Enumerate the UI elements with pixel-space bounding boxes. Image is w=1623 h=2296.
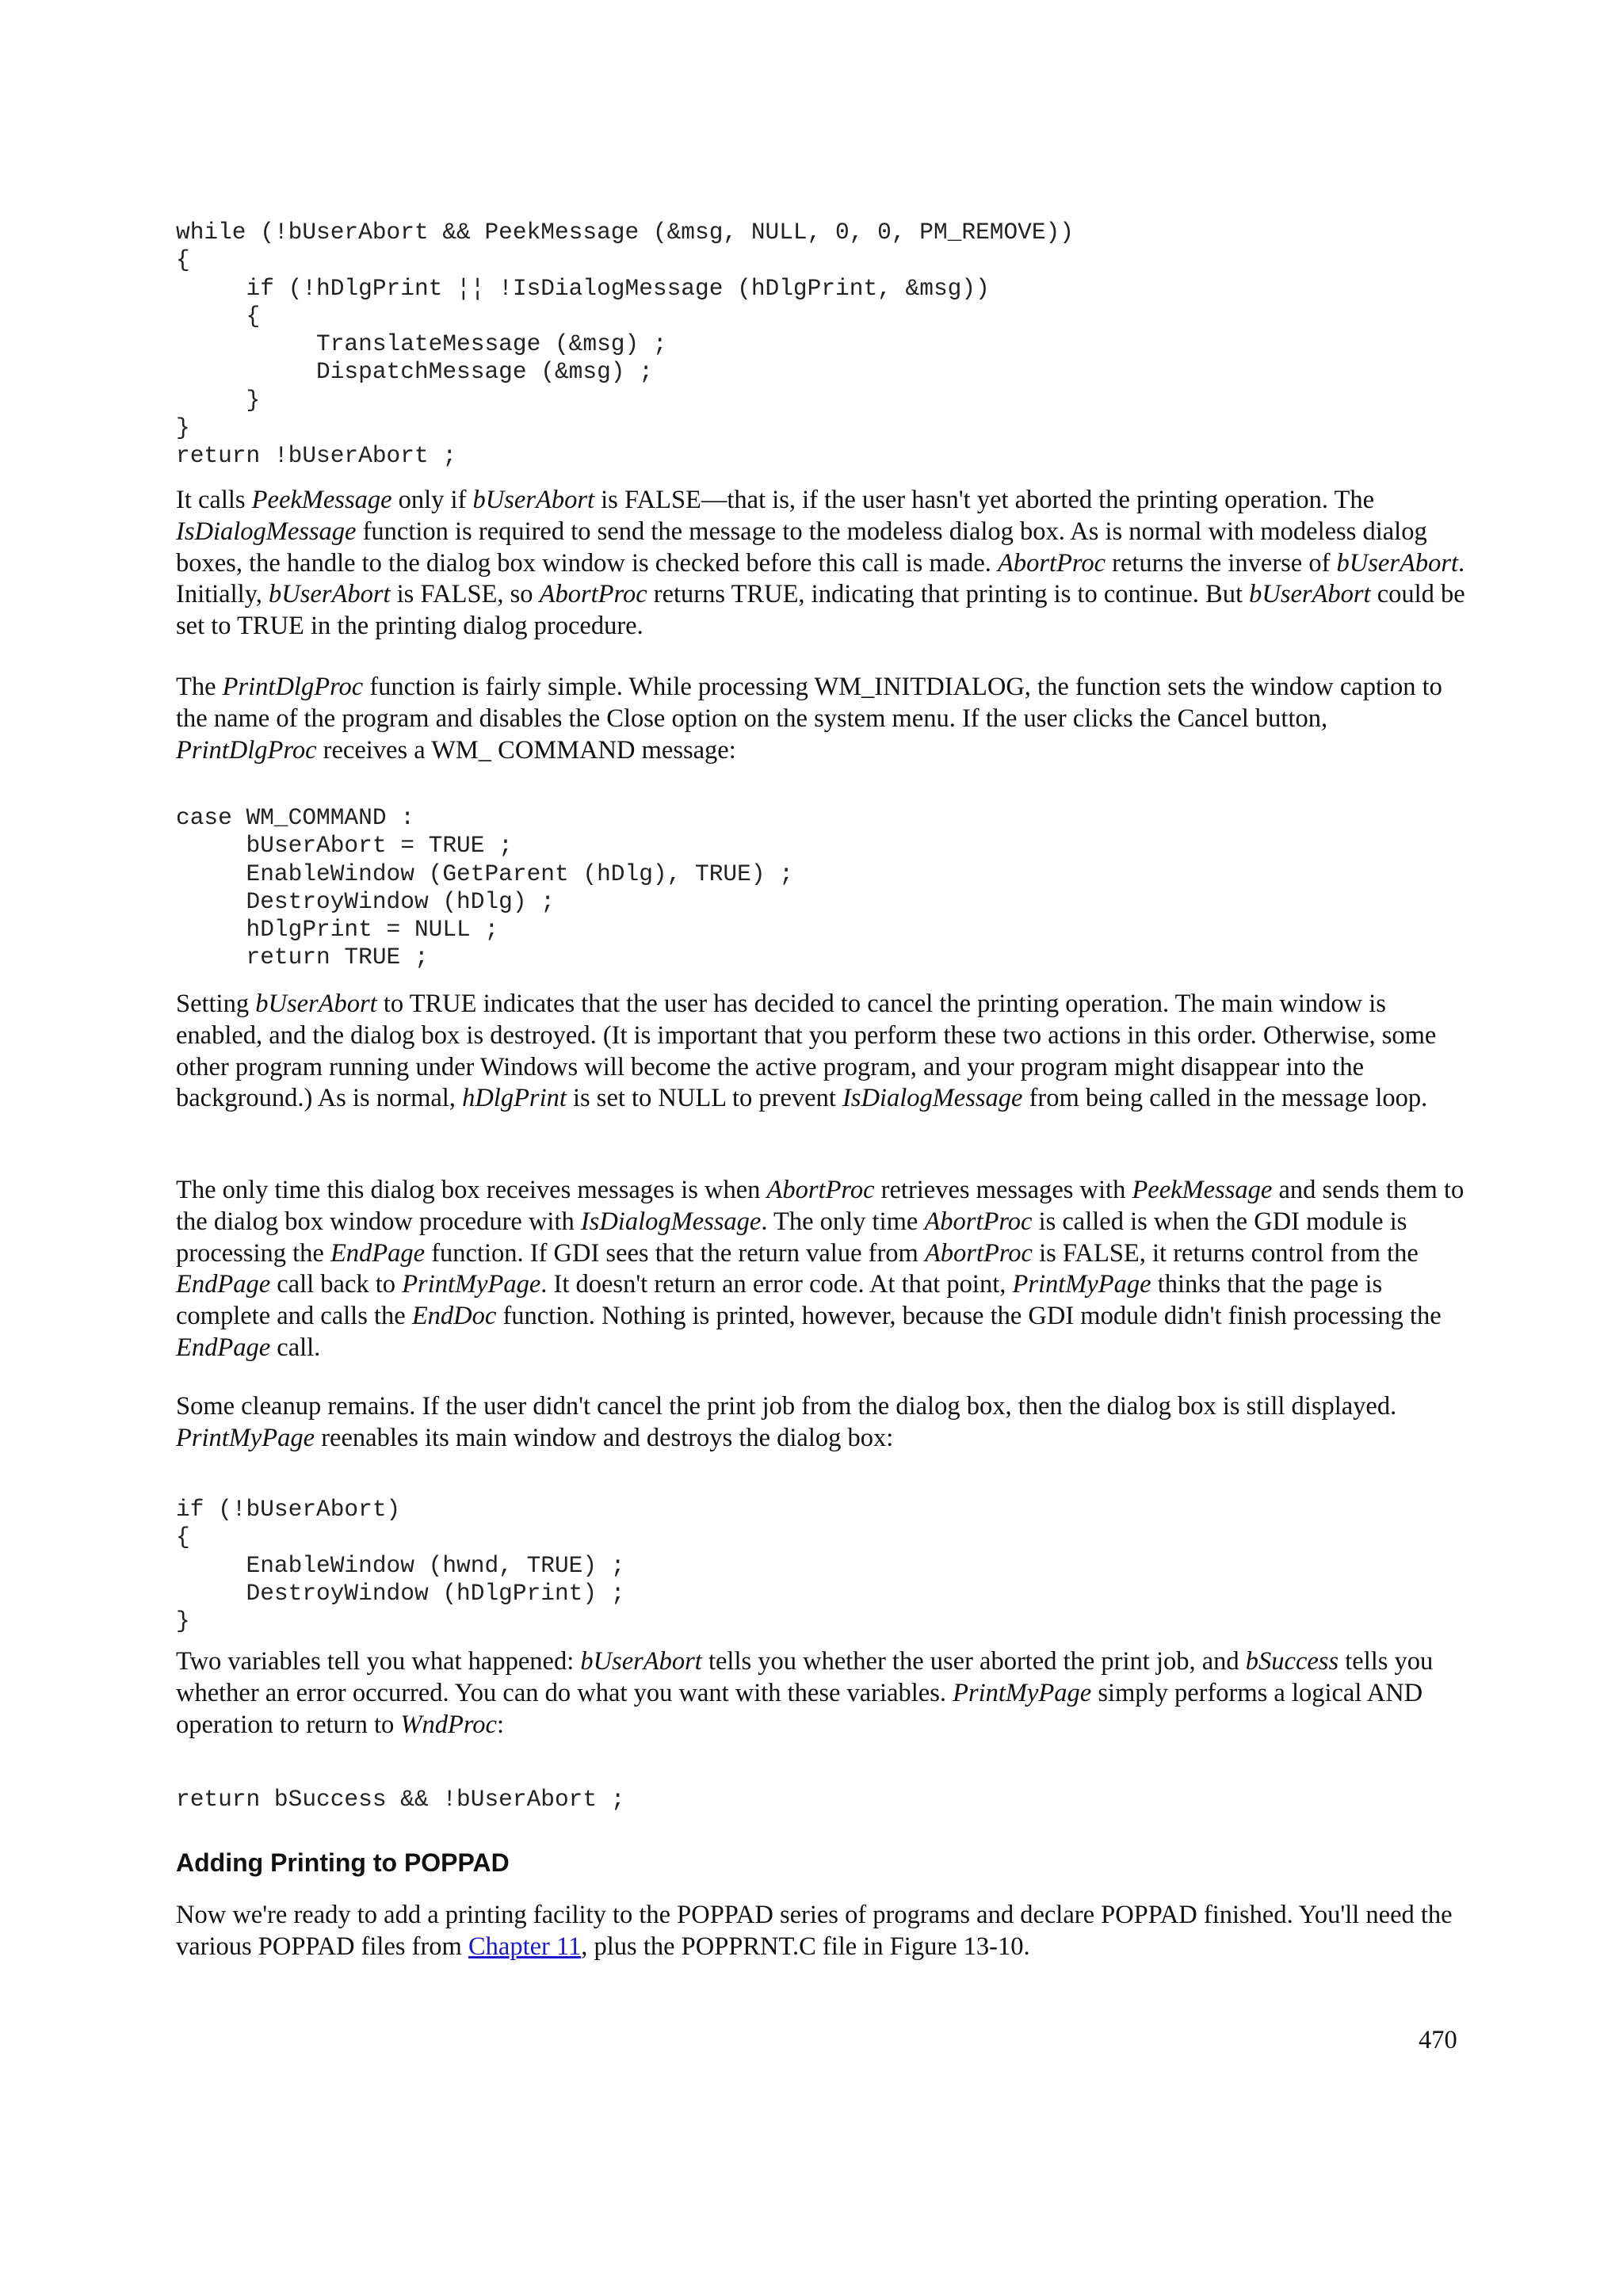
italic-term: EndPage bbox=[330, 1238, 426, 1268]
italic-term: EndPage bbox=[176, 1270, 271, 1299]
italic-term: PeekMessage bbox=[251, 486, 392, 514]
section-heading: Adding Printing to POPPAD bbox=[176, 1848, 510, 1877]
paragraph-text-after-link: , plus the POPPRNT.C file in Figure 13-10. bbox=[581, 1932, 1030, 1961]
paragraph-dialog-messages: The only time this dialog box receives messages is when AbortProc retrieves messages with PeekMessage and sends them to the dialog box window procedure with IsDialogMessage. The only time AbortProc is called is when the GDI module is processing the EndPage function. If GDI sees that the return value from AbortProc is FALSE, it returns control from the EndPage call back to PrintMyPage. It doesn't return an error code. At that point, PrintMyPage thinks that the page is complete and calls the EndDoc function. Nothing is printed, however, because the GDI module didn't finish processing the EndPage call. bbox=[176, 1176, 1465, 1362]
italic-term: EndPage bbox=[176, 1333, 271, 1362]
code-block-cleanup: if (!bUserAbort) { EnableWindow (hwnd, TRUE) ; DestroyWindow (hDlgPrint) ; } bbox=[176, 1496, 625, 1635]
italic-term: PrintMyPage bbox=[953, 1678, 1092, 1707]
italic-term: bUserAbort bbox=[255, 990, 377, 1018]
italic-term: IsDialogMessage bbox=[842, 1084, 1023, 1113]
code-block-abort-loop: while (!bUserAbort && PeekMessage (&msg, NULL, 0, 0, PM_REMOVE)) { if (!hDlgPrint ¦¦ !IsDialogMessage (hDlgPrint, &msg)) { TranslateMessage (&msg) ; DispatchMessage (&msg) ; } } return !bUserAbort ; bbox=[176, 219, 1074, 470]
italic-term: PrintDlgProc bbox=[176, 735, 317, 765]
italic-term: PeekMessage bbox=[1132, 1176, 1273, 1204]
chapter-11-link[interactable]: Chapter 11 bbox=[468, 1932, 582, 1961]
italic-term: AbortProc bbox=[998, 548, 1106, 578]
italic-term: bUserAbort bbox=[1249, 580, 1371, 609]
italic-term: IsDialogMessage bbox=[176, 517, 357, 546]
italic-term: EndDoc bbox=[411, 1302, 497, 1331]
italic-term: AbortProc bbox=[924, 1207, 1033, 1236]
code-block-return: return bSuccess && !bUserAbort ; bbox=[176, 1786, 625, 1813]
italic-term: PrintMyPage bbox=[176, 1423, 315, 1452]
code-block-wm-command: case WM_COMMAND : bUserAbort = TRUE ; EnableWindow (GetParent (hDlg), TRUE) ; DestroyWindow (hDlg) ; hDlgPrint = NULL ; return TRUE ; bbox=[176, 804, 793, 971]
italic-term: bUserAbort bbox=[1336, 548, 1459, 578]
paragraph-cleanup: Some cleanup remains. If the user didn't cancel the print job from the dialog box, then the dialog box is still displayed. PrintMyPage reenables its main window and destroys the dialog box: bbox=[176, 1392, 1397, 1452]
italic-term: PrintDlgProc bbox=[222, 673, 364, 701]
italic-term: WndProc bbox=[400, 1710, 497, 1739]
paragraph-two-variables: Two variables tell you what happened: bUserAbort tells you whether the user aborted the print job, and bSuccess tells you whether an error occurred. You can do what you want with these variables. PrintMyPage simply performs a logical AND operation to return to WndProc: bbox=[176, 1647, 1434, 1739]
italic-term: PrintMyPage bbox=[1012, 1270, 1151, 1299]
italic-term: AbortProc bbox=[539, 580, 647, 609]
italic-term: AbortProc bbox=[924, 1238, 1033, 1268]
paragraph-printdlgproc: The PrintDlgProc function is fairly simple. While processing WM_INITDIALOG, the function sets the window caption to the name of the program and disables the Close option on the system menu. If the user clicks the Cancel button, PrintDlgProc receives a WM_ COMMAND message: bbox=[176, 673, 1442, 765]
italic-term: bSuccess bbox=[1245, 1647, 1339, 1676]
italic-term: bUserAbort bbox=[580, 1647, 702, 1676]
italic-term: AbortProc bbox=[766, 1176, 875, 1204]
paragraph-text-before-link: Now we're ready to add a printing facility to the POPPAD series of programs and declare POPPAD finished. You'll need the various POPPAD files from bbox=[176, 1901, 1453, 1961]
italic-term: bUserAbort bbox=[472, 486, 595, 514]
italic-term: bUserAbort bbox=[269, 580, 391, 609]
italic-term: IsDialogMessage bbox=[580, 1207, 762, 1236]
italic-term: PrintMyPage bbox=[402, 1270, 541, 1299]
paragraph-adding-printing bbox=[176, 1900, 1468, 1963]
paragraph-peekmessage: It calls PeekMessage only if bUserAbort is FALSE—that is, if the user hasn't yet aborted the printing operation. The IsDialogMessage function is required to send the message to the modeless dialog box. As is normal with modeless dialog boxes, the handle to the dialog box window is checked before this call is made. AbortProc returns the inverse of bUserAbort. Initially, bUserAbort is FALSE, so AbortProc returns TRUE, indicating that printing is to continue. But bUserAbort could be set to TRUE in the printing dialog procedure. bbox=[176, 486, 1465, 641]
paragraph-setting-buserabort: Setting bUserAbort to TRUE indicates that the user has decided to cancel the printing operation. The main window is enabled, and the dialog box is destroyed. (It is important that you perform these two actions in this order. Otherwise, some other program running under Windows will become the active program, and your program might disappear into the background.) As is normal, hDlgPrint is set to NULL to prevent IsDialogMessage from being called in the message loop. bbox=[176, 990, 1437, 1113]
page-number: 470 bbox=[1419, 2026, 1457, 2054]
italic-term: hDlgPrint bbox=[462, 1084, 567, 1113]
